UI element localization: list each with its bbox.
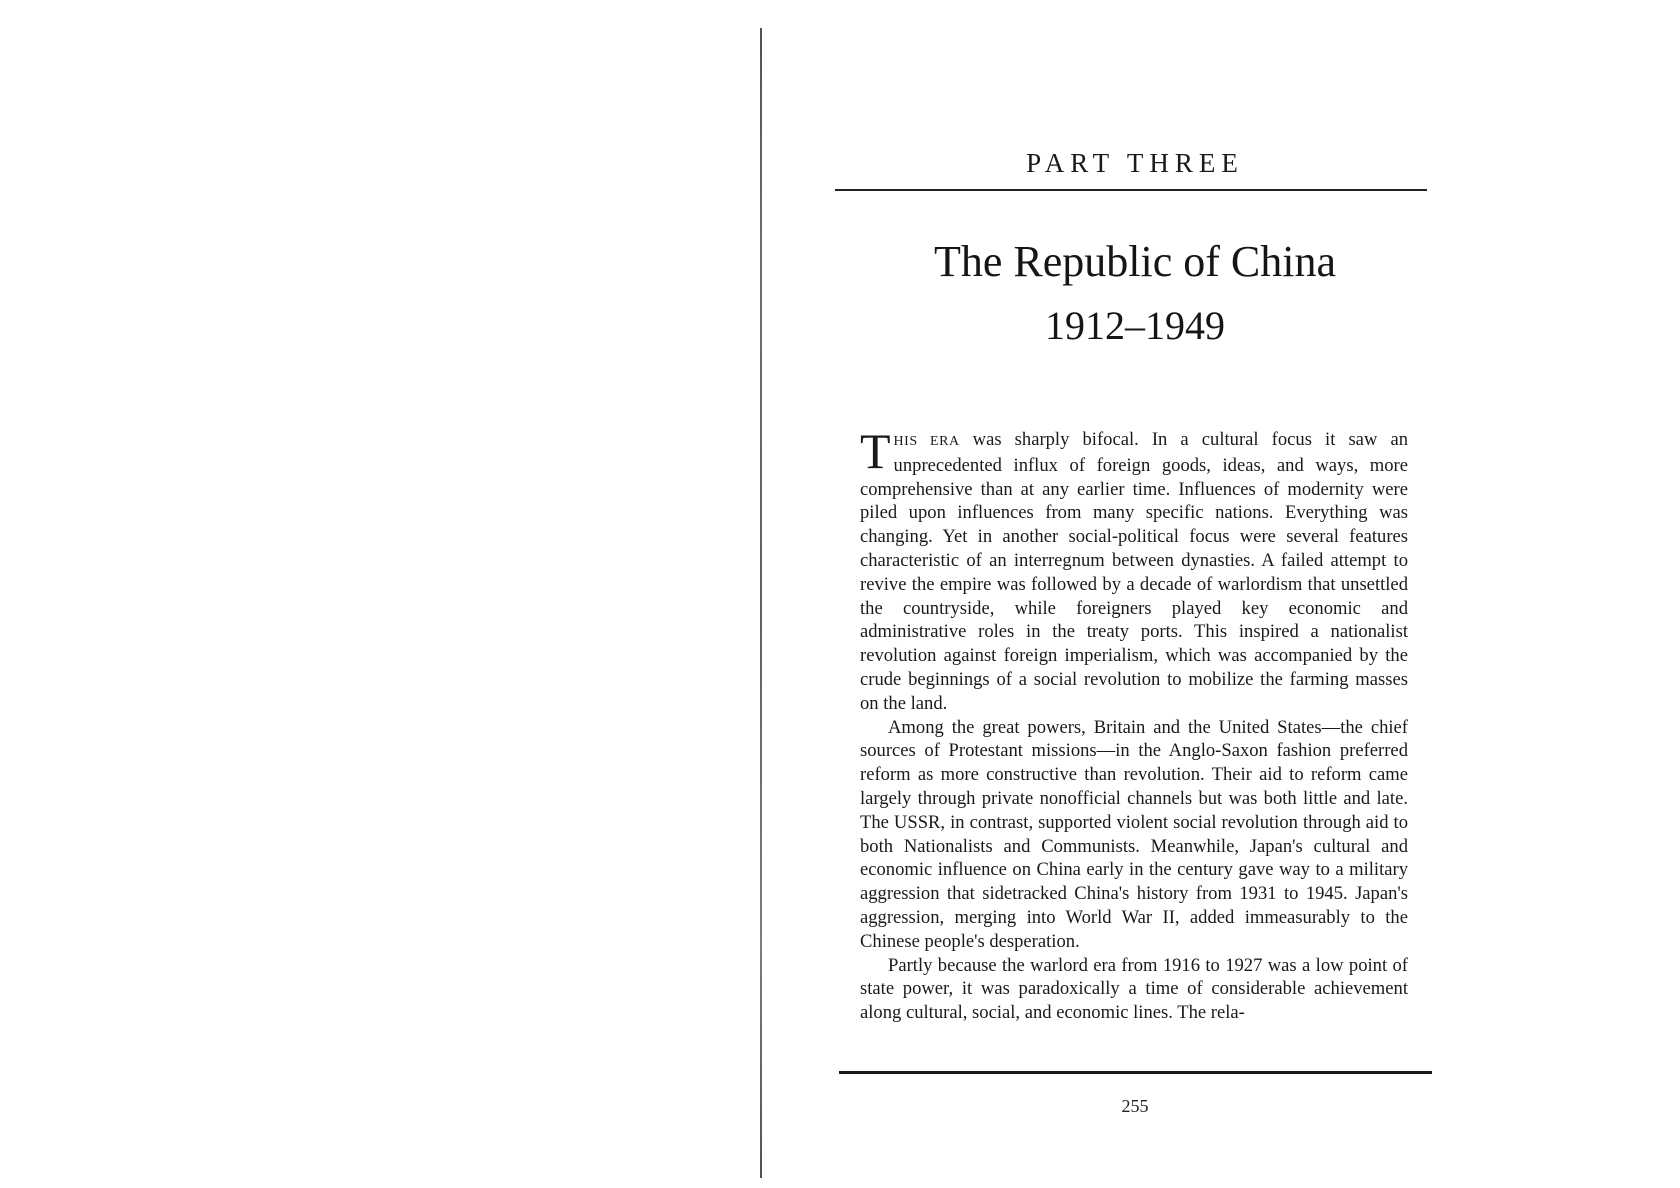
top-rule bbox=[835, 189, 1427, 191]
page-number: 255 bbox=[1121, 1096, 1149, 1116]
drop-cap: T bbox=[860, 423, 891, 479]
part-label: PART THREE bbox=[1026, 148, 1244, 178]
left-page-blank bbox=[0, 0, 760, 1188]
body-text bbox=[860, 423, 1409, 1025]
paragraph-1 bbox=[860, 423, 1409, 716]
right-page bbox=[762, 0, 1680, 1188]
paragraph-3: Partly because the warlord era from 1916 to 1927 was a low point of state power, it was paradoxically a time of considerable achievement along cultural, social, and economic lines. The rela- bbox=[860, 954, 1408, 1024]
paragraph-2: Among the great powers, Britain and the United States—the chief sources of Protestant missions—in the Anglo-Saxon fashion preferred reform as more constructive than revolution. Their aid to reform came largely through private nonofficial channels but was both little and late. The USSR, in contrast, supported violent social revolution through aid to both Nationalists and Communists. Meanwhile, Japan's cultural and economic influence on China early in the century gave way to a military aggression that sidetracked China's history from 1931 to 1945. Japan's aggression, merging into World War II, added immeasurably to the Chinese people's desperation. bbox=[860, 716, 1408, 952]
page-title: The Republic of China bbox=[933, 237, 1336, 286]
opening-smallcaps: HIS ERA bbox=[893, 434, 960, 449]
bottom-rule bbox=[839, 1071, 1432, 1074]
title-years: 1912–1949 bbox=[1045, 303, 1225, 348]
paragraph-1-text: was sharply bifocal. In a cultural focus it saw an unprecedented influx of foreign goods, ideas, and ways, more comprehensive than at any earlier time. Influences of modernity were piled upon influences from many specific nations. Everything was changing. Yet in another social-political focus were several features characteristic of an interregnum between dynasties. A failed attempt to revive the empire was followed by a decade of warlordism that unsettled the countryside, while foreigners played key economic and administrative roles in the treaty ports. This inspired a nationalist revolution against foreign imperialism, which was accompanied by the crude beginnings of a social revolution to mobilize the farming masses on the land. bbox=[860, 429, 1409, 714]
